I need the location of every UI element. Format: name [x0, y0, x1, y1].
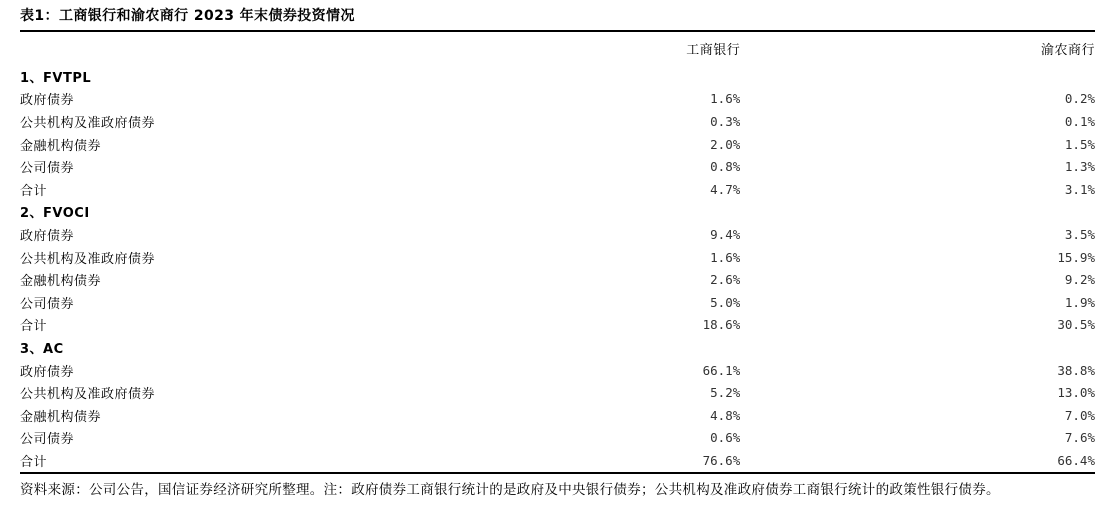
value-cqrcb: 30.5%	[1057, 317, 1095, 333]
row-label: 公司债券	[20, 432, 75, 448]
table-row	[20, 133, 1095, 156]
row-label: 公共机构及准政府债券	[20, 387, 156, 403]
table-row	[20, 291, 1095, 314]
row-label: 公司债券	[20, 161, 75, 177]
table-row	[20, 427, 1095, 450]
row-label: 公共机构及准政府债券	[20, 115, 156, 131]
value-icbc: 1.6%	[710, 91, 741, 107]
row-label: 政府债券	[20, 93, 75, 109]
row-label: 合计	[20, 183, 48, 199]
table-row	[20, 359, 1095, 382]
section-header-row-ac	[20, 336, 1095, 359]
value-cqrcb: 0.1%	[1064, 113, 1095, 129]
value-cqrcb: 13.0%	[1057, 385, 1095, 401]
value-cqrcb: 3.1%	[1064, 181, 1095, 197]
value-icbc: 66.1%	[702, 362, 741, 378]
row-label: 公共机构及准政府债券	[20, 251, 156, 267]
table-row-total	[20, 178, 1095, 201]
bond-investment-table	[20, 32, 1095, 474]
value-icbc: 5.2%	[710, 385, 741, 401]
section-header-row-fvtpl	[20, 65, 1095, 88]
row-label: 金融机构债券	[20, 274, 102, 290]
row-label: 合计	[20, 319, 48, 335]
table-row-total	[20, 314, 1095, 337]
section-header-row-fvoci	[20, 201, 1095, 224]
value-icbc: 4.7%	[710, 181, 741, 197]
value-icbc: 1.6%	[710, 249, 741, 265]
value-cqrcb: 3.5%	[1064, 226, 1095, 242]
value-cqrcb: 7.6%	[1064, 430, 1095, 446]
section-header: 2、FVOCI	[20, 206, 90, 222]
table-row	[20, 381, 1095, 404]
value-cqrcb: 38.8%	[1057, 362, 1095, 378]
value-cqrcb: 9.2%	[1064, 272, 1095, 288]
column-header-blank	[20, 32, 493, 65]
table-row	[20, 246, 1095, 269]
source-note: 资料来源：公司公告，国信证券经济研究所整理。注：政府债券工商银行统计的是政府及中央银行债券；公共机构及准政府债券工商银行统计的政策性银行债券。	[20, 481, 1000, 498]
value-cqrcb: 15.9%	[1057, 249, 1095, 265]
value-icbc: 0.6%	[710, 430, 741, 446]
table-row	[20, 155, 1095, 178]
value-cqrcb: 66.4%	[1057, 452, 1095, 468]
value-icbc: 4.8%	[710, 407, 741, 423]
row-label: 公司债券	[20, 296, 75, 312]
value-icbc: 9.4%	[710, 226, 741, 242]
table-title: 表1：工商银行和渝农商行 2023 年末债券投资情况	[20, 4, 1095, 32]
value-icbc: 5.0%	[710, 294, 741, 310]
column-header-cqrcb: 渝农商行	[1040, 43, 1095, 58]
value-icbc: 76.6%	[702, 452, 741, 468]
value-icbc: 18.6%	[702, 317, 741, 333]
row-label: 合计	[20, 454, 48, 470]
value-icbc: 2.6%	[710, 272, 741, 288]
value-cqrcb: 0.2%	[1064, 91, 1095, 107]
value-cqrcb: 1.9%	[1064, 294, 1095, 310]
value-cqrcb: 1.3%	[1064, 159, 1095, 175]
table-row-total	[20, 449, 1095, 473]
table-row	[20, 88, 1095, 111]
section-header: 3、AC	[20, 341, 64, 357]
table-row	[20, 223, 1095, 246]
row-label: 政府债券	[20, 364, 75, 380]
section-header: 1、FVTPL	[20, 70, 92, 86]
value-icbc: 0.3%	[710, 113, 741, 129]
value-icbc: 0.8%	[710, 159, 741, 175]
column-header-row	[20, 32, 1095, 65]
column-header-icbc: 工商银行	[686, 43, 741, 58]
row-label: 金融机构债券	[20, 138, 102, 154]
row-label: 政府债券	[20, 228, 75, 244]
table-row	[20, 404, 1095, 427]
value-cqrcb: 1.5%	[1064, 136, 1095, 152]
value-cqrcb: 7.0%	[1064, 407, 1095, 423]
value-icbc: 2.0%	[710, 136, 741, 152]
table-row	[20, 110, 1095, 133]
table-row	[20, 268, 1095, 291]
row-label: 金融机构债券	[20, 409, 102, 425]
